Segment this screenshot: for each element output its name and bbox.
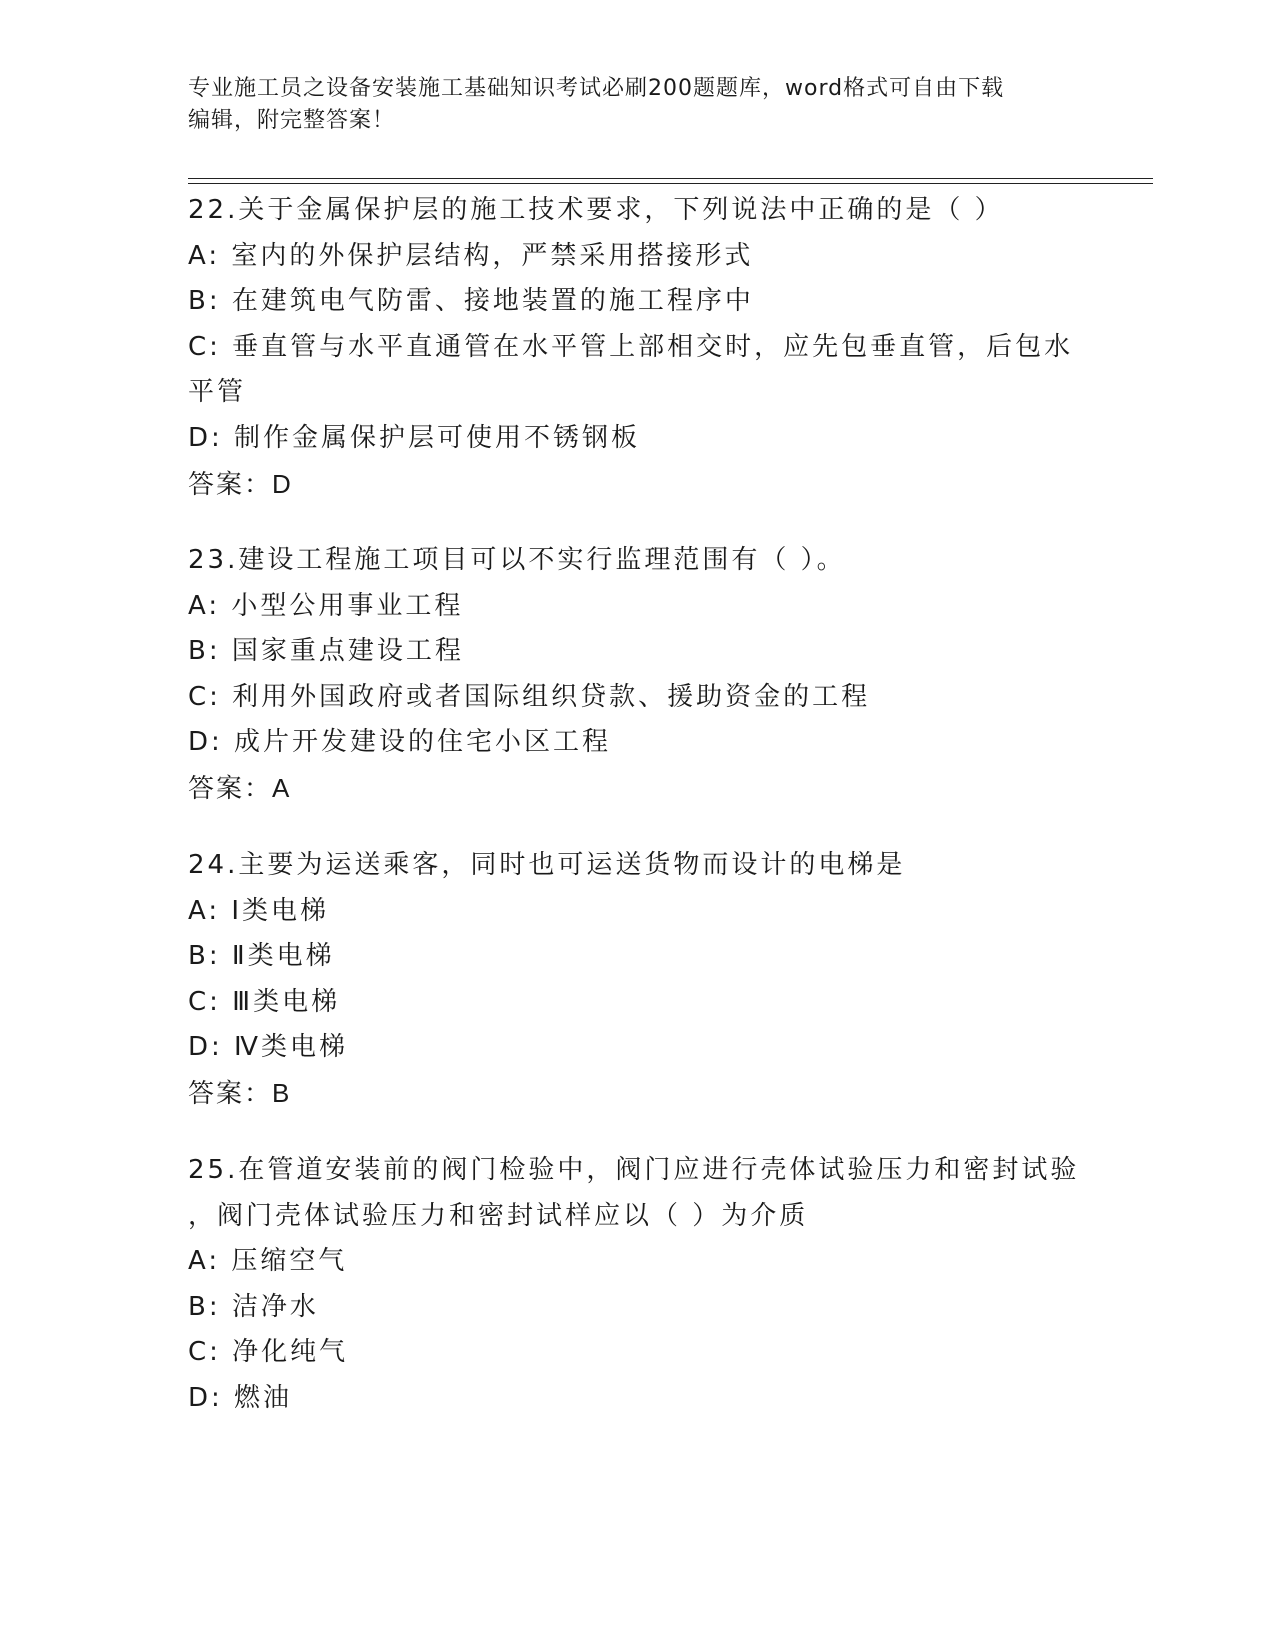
option-d: D: 制作金属保护层可使用不锈钢板 [188,422,641,453]
question-25 [188,1148,1088,1422]
option-b: B: 国家重点建设工程 [188,636,464,667]
question-stem: 23.建设工程施工项目可以不实行监理范围有（ ）。 [188,545,846,575]
option-c: C: 净化纯气 [188,1337,349,1368]
header-divider-bottom [188,183,1153,184]
option-d: D: 成片开发建设的住宅小区工程 [188,727,612,758]
option-b: B: 在建筑电气防雷、接地装置的施工程序中 [188,286,754,317]
question-stem: 24.主要为运送乘客，同时也可运送货物而设计的电梯是 [188,850,906,880]
option-c: C: 利用外国政府或者国际组织贷款、援助资金的工程 [188,681,871,712]
answer: 答案：A [188,772,292,803]
option-c: C: 垂直管与水平直通管在水平管上部相交时，应先包垂直管，后包水 [188,331,1074,362]
option-a: A: 压缩空气 [188,1246,348,1277]
question-stem: 25.在管道安装前的阀门检验中，阀门应进行壳体试验压力和密封试验 [188,1155,1080,1185]
document-header [188,73,1068,137]
header-line-1: 专业施工员之设备安装施工基础知识考试必刷200题题库，word格式可自由下载 [188,76,1005,101]
option-c-continued: 平管 [188,377,247,408]
answer: 答案：B [188,1077,292,1108]
header-line-2: 编辑，附完整答案！ [188,108,396,133]
option-a: A: 室内的外保护层结构，严禁采用搭接形式 [188,240,754,271]
question-stem-continued: ，阀门壳体试验压力和密封试样应以（ ）为介质 [188,1200,809,1231]
header-divider-top [188,178,1153,179]
option-b: B: Ⅱ类电梯 [188,941,335,972]
question-24 [188,843,1088,1117]
option-d: D: 燃油 [188,1382,293,1413]
option-b: B: 洁净水 [188,1291,319,1322]
option-a: A: Ⅰ类电梯 [188,895,330,926]
option-c: C: Ⅲ类电梯 [188,986,341,1017]
option-d: D: Ⅳ类电梯 [188,1032,349,1063]
question-22 [188,188,1088,507]
question-23 [188,538,1088,812]
question-stem: 22.关于金属保护层的施工技术要求，下列说法中正确的是（ ） [188,195,1004,225]
answer: 答案：D [188,468,293,499]
option-a: A: 小型公用事业工程 [188,590,464,621]
